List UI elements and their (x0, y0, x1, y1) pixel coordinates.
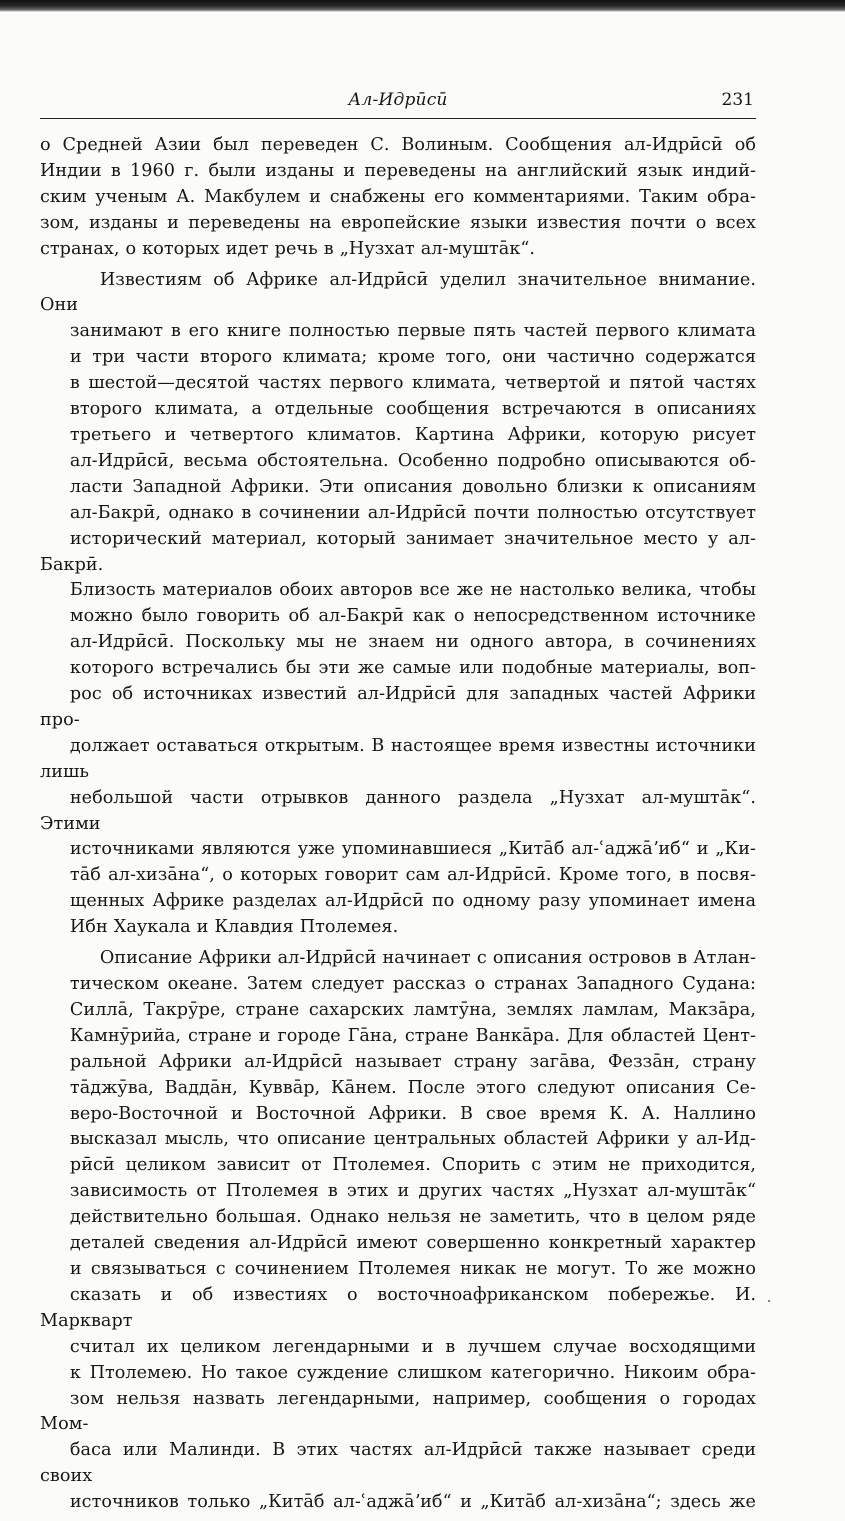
text-line (40, 268, 756, 320)
text-line: Близость материалов обоих авторов все же не настолько велика, чтобы (69, 580, 756, 601)
text-line-content: Описание Африки ал-Идрӣсӣ начинает с описания островов в Атлан- (99, 948, 756, 969)
text-line: ральной Африки ал-Идрӣсӣ называет страну загāва, Феззāн, страну (69, 1051, 756, 1072)
text-line: Ибн Хаукала и Клавдия Птолемея. (69, 917, 399, 938)
text-line: занимают в его книге полностью первые пять частей первого климата (69, 321, 756, 342)
text-line: сказать и об известиях о восточноафриканском побережье. И. Маркварт (40, 1284, 756, 1331)
text-line (40, 946, 756, 972)
text-line: можно было говорить об ал-Бакрӣ как о непосредственном источнике (69, 606, 756, 627)
text-line: ал-Идрӣсӣ, весьма обстоятельна. Особенно подробно описываются об- (69, 450, 756, 471)
text-line: считал их целиком легендарными и в лучшем случае восходящими (69, 1336, 756, 1357)
text-line: ским ученым А. Макбулем и снабжены его комментариями. Таким обра- (40, 186, 756, 207)
text-line: действительно большая. Однако нельзя не заметить, что в целом ряде (69, 1207, 756, 1228)
text-line: ал-Идрӣсӣ. Поскольку мы не знаем ни одного автора, в сочинениях (69, 632, 756, 653)
text-line: веро-Восточной и Восточной Африки. В свое время К. А. Наллино (69, 1103, 756, 1124)
text-line-content: Известиям об Африке ал-Идрӣсӣ уделил значительное внимание. Они (40, 269, 756, 316)
text-line: зом нельзя назвать легендарными, например, сообщения о городах Мом- (40, 1388, 756, 1435)
text-line: второго климата, а отдельные сообщения встречаются в описаниях (69, 399, 756, 420)
running-header (40, 88, 756, 119)
text-line: зом, изданы и переведены на европейские языки известия почти о всех (40, 212, 756, 233)
paragraph-3 (40, 946, 756, 1516)
text-line: третьего и четвертого климатов. Картина Африки, которую рисует (69, 424, 756, 445)
text-line: о Средней Азии был переведен С. Волиным. Сообщения ал-Идрӣсӣ об (40, 135, 756, 155)
text-line: странах, о которых идет речь в „Нузхат ал-муштāк“. (40, 238, 536, 259)
text-line: должает оставаться открытым. В настоящее время известны источники лишь (40, 735, 756, 782)
paragraph-1 (40, 133, 756, 263)
text-line: тāб ал-хизāна“, о которых говорит сам ал-Идрӣсӣ. Кроме того, в посвя- (69, 865, 756, 886)
running-title: Ал-Идрӣсӣ (348, 90, 448, 110)
scan-speck (768, 1300, 770, 1302)
text-line: деталей сведения ал-Идрӣсӣ имеют совершенно конкретный характер (69, 1233, 756, 1254)
text-line: Индии в 1960 г. были изданы и переведены на английский язык индий- (40, 160, 756, 181)
text-line: ласти Западной Африки. Эти описания довольно близки к описаниям (69, 476, 756, 497)
book-page (40, 88, 756, 1521)
text-line: небольшой части отрывков данного раздела „Нузхат ал-муштāк“. Этими (40, 787, 756, 834)
text-line: источников только „Китāб ал-ʿаджāʼиб“ и „Китāб ал-хизāна“; здесь же (69, 1492, 756, 1513)
text-line: исторический материал, который занимает значительное место у ал-Бакрӣ. (40, 528, 756, 575)
text-line: щенных Африке разделах ал-Идрӣсӣ по одному разу упоминает имена (69, 891, 756, 912)
text-line: тическом океане. Затем следует рассказ о странах Западного Судана: (69, 974, 756, 994)
text-line: рӣсӣ целиком зависит от Птолемея. Спорить с этим не приходится, (69, 1155, 756, 1176)
text-line: и связываться с сочинением Птолемея никак не могут. То же можно (69, 1258, 756, 1279)
paragraph-2 (40, 268, 756, 942)
text-line: Силлā, Такрӯре, стране сахарских ламтӯна, землях ламлам, Макзāра, (69, 999, 756, 1020)
text-line: источниками являются уже упоминавшиеся „Китāб ал-ʿаджāʼиб“ и „Ки- (69, 839, 756, 860)
text-line: Камнӯрийа, стране и городе Гāна, стране Ванкāра. Для областей Цент- (69, 1025, 756, 1046)
text-line: рос об источниках известий ал-Идрӣсӣ для западных частей Африки про- (40, 684, 756, 730)
text-line: ал-Бакрӣ, однако в сочинении ал-Идрӣсӣ почти полностью отсутствует (69, 502, 756, 523)
body-text (40, 133, 756, 1516)
text-line: баса или Малинди. В этих частях ал-Идрӣсӣ также называет среди своих (40, 1440, 756, 1487)
text-line: тāджӯва, Ваддāн, Куввāр, Кāнем. После этого следуют описания Се- (69, 1077, 756, 1098)
text-line: в шестой—десятой частях первого климата, четвертой и пятой частях (69, 373, 756, 394)
text-line: которого встречались бы эти же самые или подобные материалы, воп- (69, 658, 756, 679)
scan-top-border (0, 0, 845, 12)
text-line: высказал мысль, что описание центральных областей Африки у ал-Ид- (69, 1129, 756, 1150)
page-number: 231 (721, 90, 754, 110)
text-line: и три части второго климата; кроме того, они частично содержатся (69, 347, 756, 368)
text-line: к Птолемею. Но такое суждение слишком категорично. Никоим обра- (69, 1362, 756, 1383)
text-line: зависимость от Птолемея в этих и других частях „Нузхат ал-муштāк“ (69, 1181, 756, 1202)
